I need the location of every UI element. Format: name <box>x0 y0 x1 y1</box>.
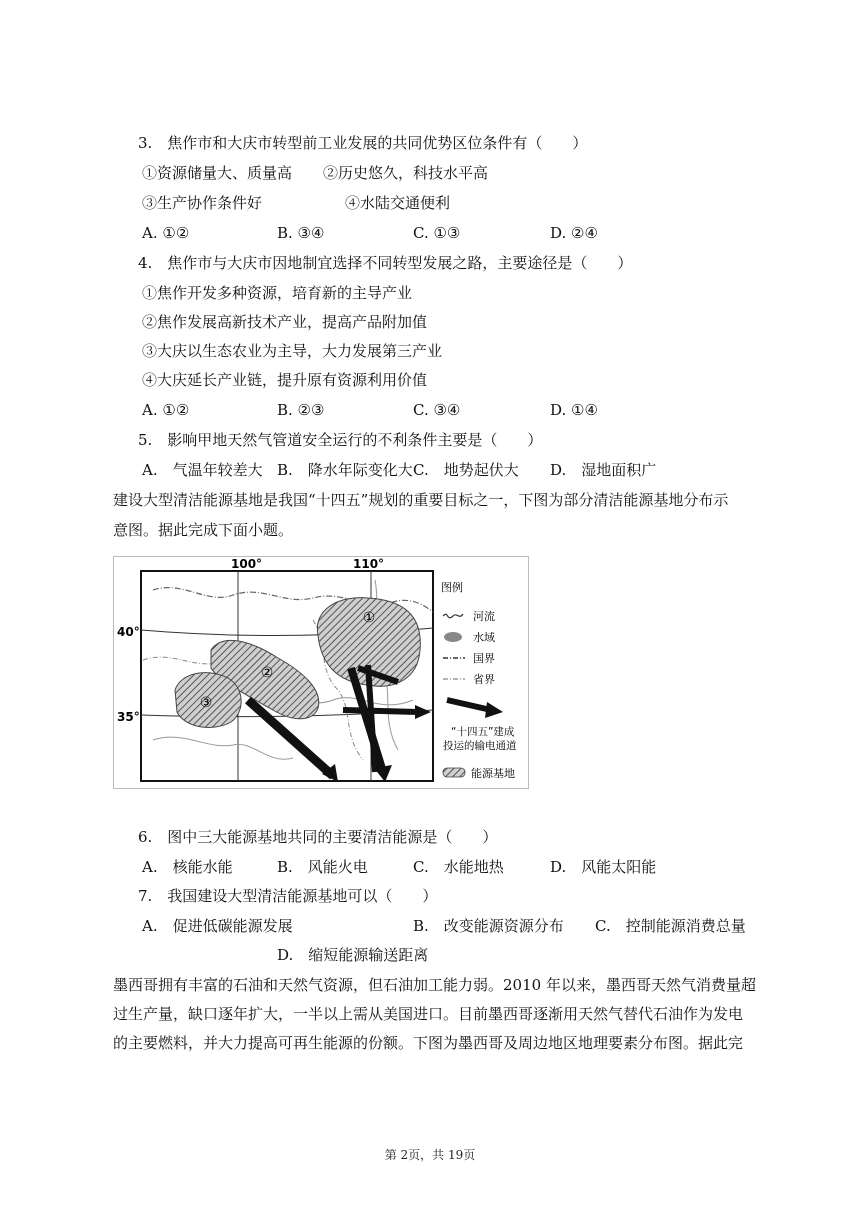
q4-item-1: ①焦作开发多种资源，培育新的主导产业 <box>142 284 413 302</box>
lon-label-110: 110° <box>353 557 385 571</box>
q7-option-b: B. 改变能源资源分布 <box>413 917 564 935</box>
q3-item-4: ④水陆交通便利 <box>345 194 451 212</box>
q6-option-d: D. 风能太阳能 <box>550 858 657 876</box>
q3-option-c: C. ①③ <box>413 224 461 242</box>
q4-option-b: B. ②③ <box>277 401 325 419</box>
q4-item-2: ②焦作发展高新技术产业，提高产品附加值 <box>142 313 428 331</box>
legend-channel-line-2: 投运的输电通道 <box>443 740 517 752</box>
q4-option-a: A. ①② <box>142 401 190 419</box>
legend-water: 水域 <box>473 631 495 644</box>
q4-item-4: ④大庆延长产业链，提升原有资源利用价值 <box>142 371 428 389</box>
q6-stem: 6. 图中三大能源基地共同的主要清洁能源是（ ） <box>138 828 498 846</box>
base-label-2: ② <box>260 665 274 681</box>
legend-river: 河流 <box>473 610 495 623</box>
q5-option-b: B. 降水年际变化大 <box>277 461 413 479</box>
intro3-line-2: 过生产量，缺口逐年扩大，一半以上需从美国进口。目前墨西哥逐渐用天然气替代石油作为发电 <box>113 1005 744 1023</box>
legend-channel-line-1: “十四五”建成 <box>451 726 515 738</box>
intro2-line-2: 意图。据此完成下面小题。 <box>113 521 294 539</box>
q3-item-2: ②历史悠久，科技水平高 <box>323 164 489 182</box>
lat-label-40: 40° <box>117 625 140 639</box>
q3-option-a: A. ①② <box>142 224 190 242</box>
q6-option-b: B. 风能火电 <box>277 858 368 876</box>
q3-stem: 3. 焦作市和大庆市转型前工业发展的共同优势区位条件有（ ） <box>138 134 588 152</box>
q3-item-1: ①资源储量大、质量高 <box>142 164 293 182</box>
q3-option-d: D. ②④ <box>550 224 598 242</box>
legend-title: 图例 <box>441 581 463 594</box>
q7-option-d: D. 缩短能源输送距离 <box>277 946 429 964</box>
intro2-line-1: 建设大型清洁能源基地是我国“十四五”规划的重要目标之一，下图为部分清洁能源基地分布示 <box>113 491 729 509</box>
legend-water-icon <box>444 632 462 642</box>
intro3-line-3: 的主要燃料，并大力提高可再生能源的份额。下图为墨西哥及周边地区地理要素分布图。据此完 <box>113 1034 744 1052</box>
q6-option-a: A. 核能水能 <box>142 858 233 876</box>
base-label-1: ① <box>362 610 376 626</box>
legend-base-icon <box>443 768 465 777</box>
q5-stem: 5. 影响甲地天然气管道安全运行的不利条件主要是（ ） <box>138 431 543 449</box>
lon-label-100: 100° <box>231 557 263 571</box>
q5-option-a: A. 气温年较差大 <box>142 461 263 479</box>
q5-option-c: C. 地势起伏大 <box>413 461 519 479</box>
intro3-line-1: 墨西哥拥有丰富的石油和天然气资源，但石油加工能力弱。2010 年以来，墨西哥天然气消费量超 <box>113 976 756 994</box>
q4-option-d: D. ①④ <box>550 401 598 419</box>
q3-option-b: B. ③④ <box>277 224 325 242</box>
energy-base-map-svg <box>113 550 533 790</box>
q7-option-a: A. 促进低碳能源发展 <box>142 917 293 935</box>
channel-arrow-5 <box>343 710 418 712</box>
q4-option-c: C. ③④ <box>413 401 461 419</box>
legend-base: 能源基地 <box>471 767 515 780</box>
q5-option-d: D. 湿地面积广 <box>550 461 657 479</box>
legend-province: 省界 <box>473 673 495 686</box>
q7-stem: 7. 我国建设大型清洁能源基地可以（ ） <box>138 887 438 905</box>
lat-label-35: 35° <box>117 710 140 724</box>
base-label-3: ③ <box>199 695 213 711</box>
q4-stem: 4. 焦作市与大庆市因地制宜选择不同转型发展之路，主要途径是（ ） <box>138 254 633 272</box>
q3-item-3: ③生产协作条件好 <box>142 194 263 212</box>
q6-option-c: C. 水能地热 <box>413 858 504 876</box>
legend-border: 国界 <box>473 652 495 665</box>
energy-base-map <box>113 550 533 790</box>
q7-option-c: C. 控制能源消费总量 <box>595 917 746 935</box>
page-footer: 第 2页，共 19页 <box>384 1148 476 1162</box>
q4-item-3: ③大庆以生态农业为主导，大力发展第三产业 <box>142 342 443 360</box>
